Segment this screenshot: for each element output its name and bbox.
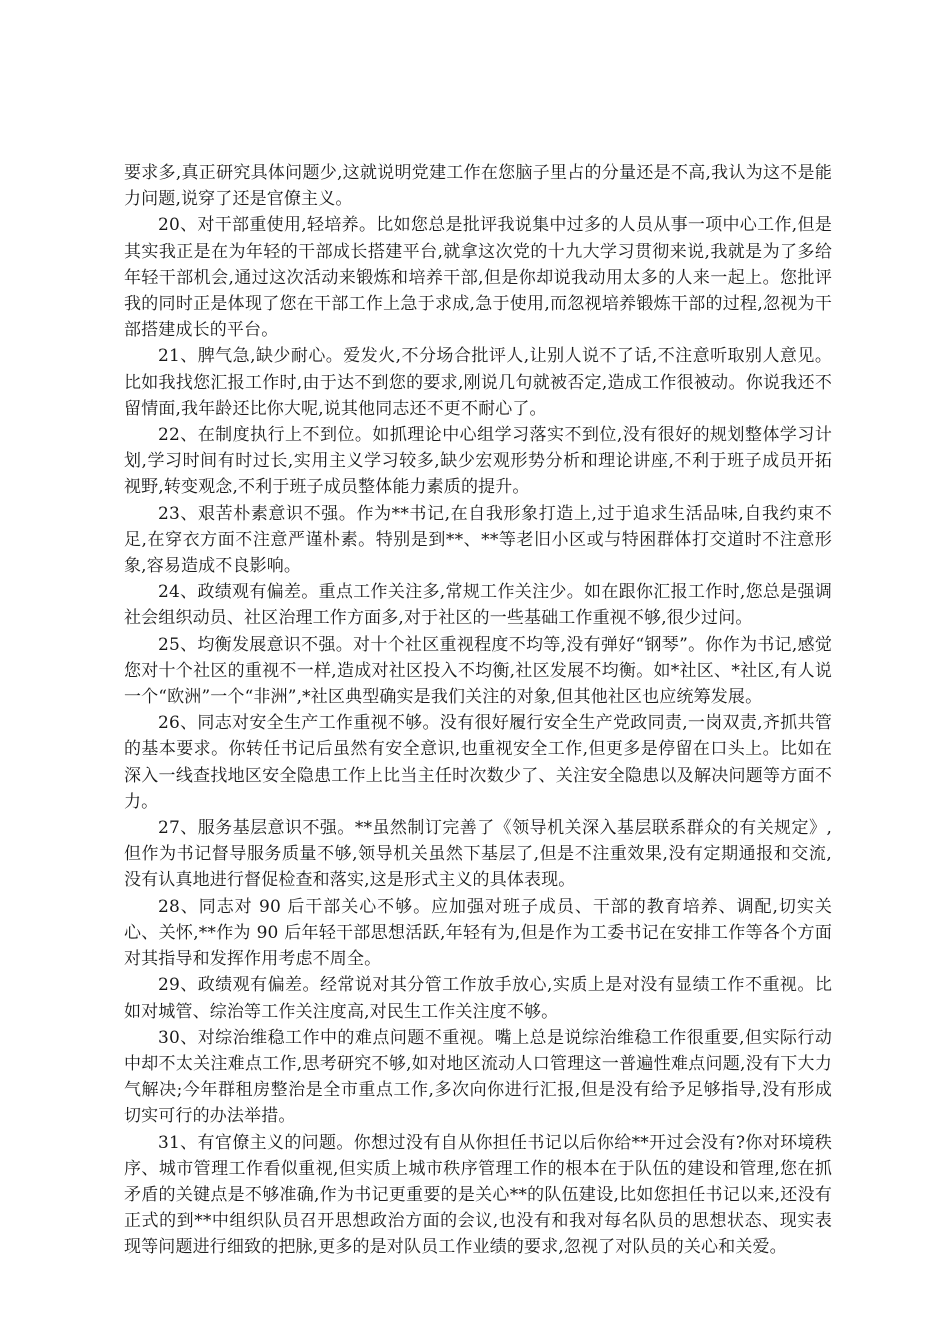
- paragraph-item-25: 25、均衡发展意识不强。对十个社区重视程度不均等,没有弹好“钢琴”。你作为书记,感觉您对十个社区的重视不一样,造成对社区投入不均衡,社区发展不均衡。如*社区、*社区,有人说一个“欧洲”一个“非洲”,*社区典型确实是我们关注的对象,但其他社区也应统筹发展。: [124, 634, 832, 708]
- paragraph-item-28: 28、同志对 90 后干部关心不够。应加强对班子成员、干部的教育培养、调配,切实关心、关怀,**作为 90 后年轻干部思想活跃,年轻有为,但是作为工委书记在安排工作等各个方面对其指导和发挥作用考虑不周全。: [124, 896, 832, 970]
- paragraph-item-22: 22、在制度执行上不到位。如抓理论中心组学习落实不到位,没有很好的规划整体学习计划,学习时间有时过长,实用主义学习较多,缺少宏观形势分析和理论讲座,不利于班子成员开拓视野,转变观念,不利于班子成员整体能力素质的提升。: [124, 425, 832, 498]
- paragraph-item-30: 30、对综治维稳工作中的难点问题不重视。嘴上总是说综治维稳工作很重要,但实际行动中却不太关注难点工作,思考研究不够,如对地区流动人口管理这一普遍性难点问题,没有下大力气解决;今年群租房整治是全市重点工作,多次向你进行汇报,但是没有给予足够指导,没有形成切实可行的办法举措。: [124, 1027, 832, 1127]
- paragraph-item-23: 23、艰苦朴素意识不强。作为**书记,在自我形象打造上,过于追求生活品味,自我约束不足,在穿衣方面不注意严谨朴素。特别是到**、**等老旧小区或与特困群体打交道时不注意形象,容易造成不良影响。: [124, 503, 832, 577]
- paragraph-item-27: 27、服务基层意识不强。**虽然制订完善了《领导机关深入基层联系群众的有关规定》,但作为书记督导服务质量不够,领导机关虽然下基层了,但是不注重效果,没有定期通报和交流,没有认真地进行督促检查和落实,这是形式主义的具体表现。: [124, 818, 832, 891]
- paragraph-item-21: 21、脾气急,缺少耐心。爱发火,不分场合批评人,让别人说不了话,不注意听取别人意见。比如我找您汇报工作时,由于达不到您的要求,刚说几句就被否定,造成工作很被动。你说我还不留情面,我年龄还比你大呢,说其他同志还不更不耐心了。: [124, 346, 832, 419]
- paragraph-continuation: 要求多,真正研究具体问题少,这就说明党建工作在您脑子里占的分量还是不高,我认为这不是能力问题,说穿了还是官僚主义。: [124, 163, 832, 210]
- paragraph-item-24: 24、政绩观有偏差。重点工作关注多,常规工作关注少。如在跟你汇报工作时,您总是强调社会组织动员、社区治理工作方面多,对于社区的一些基础工作重视不够,很少过问。: [124, 582, 832, 629]
- document-body: [124, 160, 832, 1261]
- paragraph-item-29: 29、政绩观有偏差。经常说对其分管工作放手放心,实质上是对没有显绩工作不重视。比如对城管、综治等工作关注度高,对民生工作关注度不够。: [124, 975, 832, 1022]
- paragraph-item-26: 26、同志对安全生产工作重视不够。没有很好履行安全生产党政同责,一岗双责,齐抓共管的基本要求。你转任书记后虽然有安全意识,也重视安全工作,但更多是停留在口头上。比如在深入一线查找地区安全隐患工作上比当主任时次数少了、关注安全隐患以及解决问题等方面不力。: [124, 713, 832, 812]
- paragraph-item-31: 31、有官僚主义的问题。你想过没有自从你担任书记以后你给**开过会没有?你对环境秩序、城市管理工作看似重视,但实质上城市秩序管理工作的根本在于队伍的建设和管理,您在抓矛盾的关键点是不够准确,作为书记更重要的是关心**的队伍建设,比如您担任书记以来,还没有正式的到**中组织队员召开思想政治方面的会议,也没有和我对每名队员的思想状态、现实表现等问题进行细致的把脉,更多的是对队员工作业绩的要求,忽视了对队员的关心和关爱。: [124, 1132, 832, 1258]
- paragraph-item-20: 20、对干部重使用,轻培养。比如您总是批评我说集中过多的人员从事一项中心工作,但是其实我正是在为年轻的干部成长搭建平台,就拿这次党的十九大学习贯彻来说,我就是为了多给年轻干部机会,通过这次活动来锻炼和培养干部,但是你却说我动用太多的人来一起上。您批评我的同时正是体现了您在干部工作上急于求成,急于使用,而忽视培养锻炼干部的过程,忽视为干部搭建成长的平台。: [124, 215, 832, 341]
